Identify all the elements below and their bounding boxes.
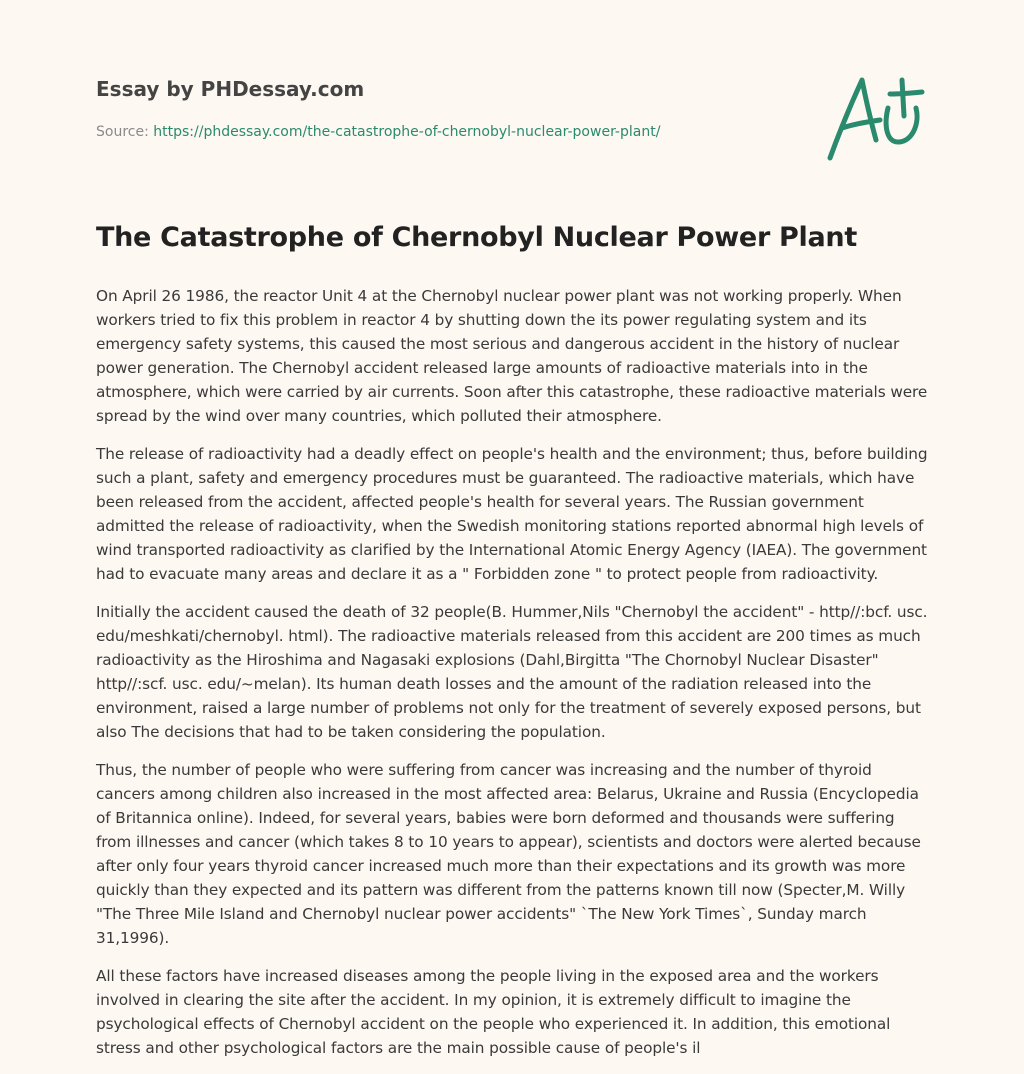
essay-paragraph: The release of radioactivity had a deadly effect on people's health and the environment; thus, before building such a plant, safety and emergency procedures must be guaranteed. The radioactive materials, which have been released from the accident, affected people's health for several years. The Russian government admitted the release of radioactivity, when the Swedish monitoring stations reported abnormal high levels of wind transported radioactivity as clarified by the International Atomic Energy Agency (IAEA). The government had to evacuate many areas and declare it as a " Forbidden zone " to protect people from radioactivity. <box>96 445 928 583</box>
essay-body <box>96 284 932 1074</box>
essay-paragraph: On April 26 1986, the reactor Unit 4 at the Chernobyl nuclear power plant was not working properly. When workers tried to fix this problem in reactor 4 by shutting down the its power regulating system and its emergency safety systems, this caused the most serious and dangerous accident in the history of nuclear power generation. The Chernobyl accident released large amounts of radioactive materials into in the atmosphere, which were carried by air currents. Soon after this catastrophe, these radioactive materials were spread by the wind over many countries, which polluted their atmosphere. <box>96 287 928 425</box>
essay-paragraph: Thus, the number of people who were suffering from cancer was increasing and the number of thyroid cancers among children also increased in the most affected area: Belarus, Ukraine and Russia (Encyclopedia of Britannica online). Indeed, for several years, babies were born deformed and thousands were suffering from illnesses and cancer (which takes 8 to 10 years to appear), scientists and doctors were alerted because after only four years thyroid cancer increased much more than their expectations and its growth was more quickly than they expected and its pattern was different from the patterns known till now (Specter,M. Willy "The Three Mile Island and Chernobyl nuclear power accidents" `The New York Times`, Sunday march 31,1996). <box>96 761 921 947</box>
source-label: Source: <box>96 124 154 140</box>
source-link[interactable]: https://phdessay.com/the-catastrophe-of-chernobyl-nuclear-power-plant/ <box>153 124 661 140</box>
essay-paragraph: Initially the accident caused the death of 32 people(B. Hummer,Nils "Chernobyl the accident" - http//:bcf. usc. edu/meshkati/chernobyl. html). The radioactive materials released from this accident are 200 times as much radioactivity as the Hiroshima and Nagasaki explosions (Dahl,Birgitta "The Chornobyl Nuclear Disaster" http//:scf. usc. edu/~melan). Its human death losses and the amount of the radiation released into the environment, raised a large number of problems not only for the treatment of severely exposed persons, but also The decisions that had to be taken considering the population. <box>96 603 928 741</box>
essay-title: The Catastrophe of Chernobyl Nuclear Power Plant <box>96 222 857 253</box>
page-header <box>96 0 936 200</box>
source-line <box>96 124 660 140</box>
a-plus-logo-icon <box>826 66 926 166</box>
brand-title: Essay by PHDessay.com <box>96 77 365 101</box>
essay-paragraph: All these factors have increased diseases among the people living in the exposed area and the workers involved in clearing the site after the accident. In my opinion, it is extremely difficult to imagine the psychological effects of Chernobyl accident on the people who experienced it. In addition, this emotional stress and other psychological factors are the main possible cause of people's il <box>96 967 891 1057</box>
